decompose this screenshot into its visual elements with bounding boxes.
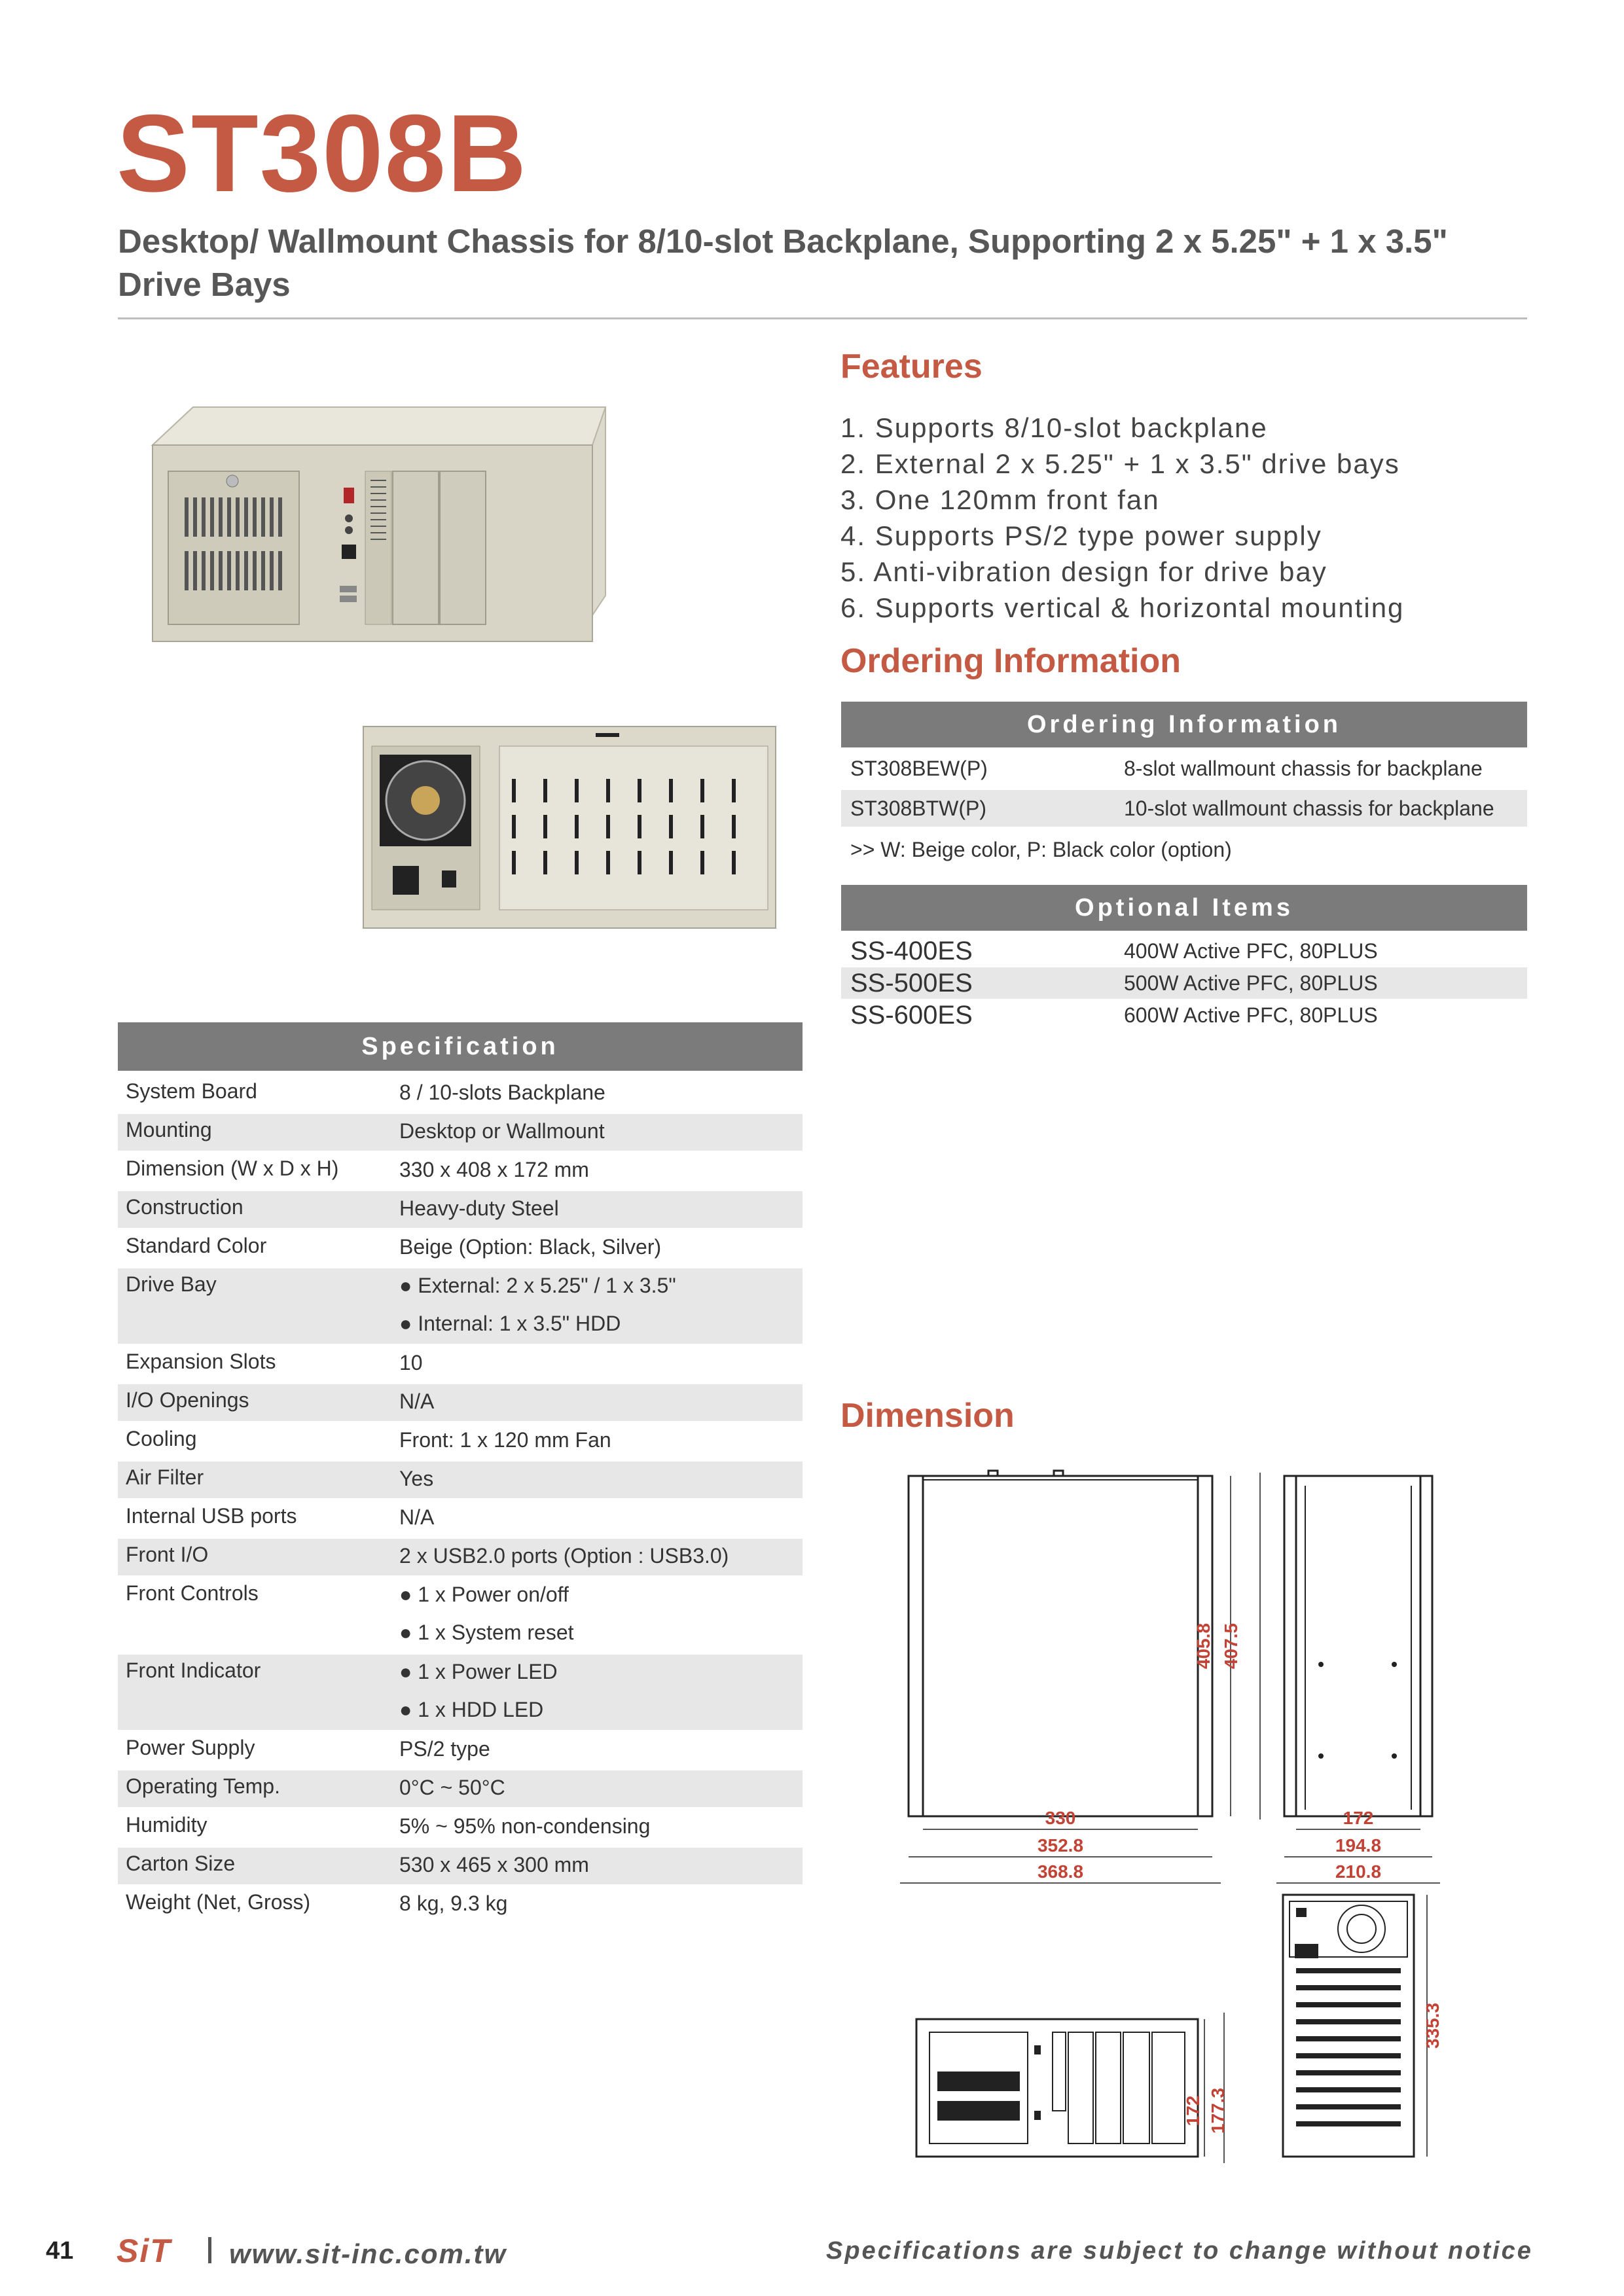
optional-model: SS-400ES [850, 936, 973, 965]
spec-value: ● External: 2 x 5.25" / 1 x 3.5" [399, 1274, 676, 1297]
dim-top-height-inner: 405.8 [1193, 1623, 1214, 1670]
dim-top-width-3: 368.8 [1037, 1861, 1084, 1882]
spec-row [118, 1462, 803, 1498]
feature-item: 2. External 2 x 5.25" + 1 x 3.5" drive bays [840, 448, 1400, 479]
spec-label: System Board [126, 1079, 257, 1103]
spec-row [118, 1848, 803, 1884]
spec-value: Heavy-duty Steel [399, 1196, 559, 1220]
dim-front-height-1: 172 [1183, 2095, 1203, 2126]
spec-row [118, 1886, 803, 1923]
spec-row [118, 1075, 803, 1112]
spec-value: Yes [399, 1467, 434, 1490]
dim-top-width-1: 330 [1045, 1808, 1076, 1828]
dim-top-width-2: 352.8 [1037, 1835, 1084, 1856]
optional-model: SS-600ES [850, 1000, 973, 1030]
spec-value: 330 x 408 x 172 mm [399, 1158, 589, 1181]
spec-row [118, 1114, 803, 1151]
product-title: ST308B [117, 92, 528, 215]
feature-item: 4. Supports PS/2 type power supply [840, 520, 1322, 551]
optional-desc: 600W Active PFC, 80PLUS [1124, 1003, 1378, 1027]
dimension-heading: Dimension [840, 1397, 1015, 1435]
chassis-front-photo [147, 399, 612, 651]
ordering-desc: 8-slot wallmount chassis for backplane [1124, 756, 1483, 780]
spec-label: Cooling [126, 1427, 197, 1450]
spec-value: N/A [399, 1390, 435, 1413]
ordering-model: ST308BEW(P) [850, 756, 988, 780]
optional-row [841, 967, 1527, 999]
spec-label: Standard Color [126, 1234, 267, 1257]
dim-side-width-2: 194.8 [1335, 1835, 1382, 1856]
spec-value: 0°C ~ 50°C [399, 1776, 505, 1799]
spec-label: Front Indicator [126, 1659, 261, 1682]
ordering-model: ST308BTW(P) [850, 796, 987, 820]
optional-row [841, 999, 1527, 1031]
spec-value: 5% ~ 95% non-condensing [399, 1814, 651, 1838]
footer-separator [208, 2237, 211, 2263]
spec-row [118, 1384, 803, 1421]
spec-label: Construction [126, 1195, 244, 1219]
spec-label: Mounting [126, 1118, 212, 1141]
spec-row [118, 1770, 803, 1807]
dim-side-width-3: 210.8 [1335, 1861, 1382, 1882]
spec-label: Humidity [126, 1813, 208, 1837]
feature-item: 5. Anti-vibration design for drive bay [840, 556, 1327, 587]
spec-value: ● Internal: 1 x 3.5" HDD [399, 1312, 621, 1335]
spec-value: Front: 1 x 120 mm Fan [399, 1428, 611, 1452]
footer-note: Specifications are subject to change without notice [826, 2237, 1533, 2265]
spec-label: Front I/O [126, 1543, 209, 1566]
optional-table-header: Optional Items [841, 885, 1527, 931]
spec-row [118, 1191, 803, 1228]
spec-row [118, 1500, 803, 1537]
footer-url[interactable]: www.sit-inc.com.tw [229, 2238, 507, 2269]
spec-row [118, 1539, 803, 1575]
dim-top-height-outer: 407.5 [1221, 1623, 1241, 1670]
spec-label: Internal USB ports [126, 1504, 297, 1528]
spec-label: Expansion Slots [126, 1350, 276, 1373]
spec-value: 2 x USB2.0 ports (Option : USB3.0) [399, 1544, 729, 1568]
optional-row [841, 935, 1527, 967]
spec-value: N/A [399, 1505, 435, 1529]
spec-label: Front Controls [126, 1581, 259, 1605]
dim-front-height-2: 177.3 [1208, 2087, 1228, 2134]
ordering-heading: Ordering Information [840, 642, 1181, 680]
spec-value: 10 [399, 1351, 423, 1374]
spec-value: ● 1 x System reset [399, 1621, 574, 1644]
spec-row [118, 1268, 803, 1344]
features-heading: Features [840, 348, 983, 386]
chassis-rear-photo [360, 723, 779, 933]
spec-value: ● 1 x HDD LED [399, 1698, 544, 1721]
spec-value: Beige (Option: Black, Silver) [399, 1235, 662, 1259]
spec-label: Weight (Net, Gross) [126, 1890, 311, 1914]
spec-value: Desktop or Wallmount [399, 1119, 605, 1143]
spec-value: 8 kg, 9.3 kg [399, 1892, 508, 1915]
spec-label: Air Filter [126, 1465, 204, 1489]
ordering-note-text: >> W: Beige color, P: Black color (option) [850, 837, 1232, 861]
spec-label: Power Supply [126, 1736, 255, 1759]
spec-value: PS/2 type [399, 1737, 490, 1761]
spec-label: Drive Bay [126, 1272, 217, 1296]
spec-row [118, 1577, 803, 1653]
dimension-drawings [897, 1456, 1535, 2189]
ordering-row [841, 750, 1527, 787]
spec-row [118, 1153, 803, 1189]
specification-header: Specification [118, 1022, 803, 1071]
ordering-note [841, 831, 1527, 868]
spec-label: Carton Size [126, 1852, 236, 1875]
features-list [840, 410, 1404, 626]
optional-desc: 500W Active PFC, 80PLUS [1124, 971, 1378, 995]
dim-side-width-1: 172 [1343, 1808, 1374, 1828]
optional-model: SS-500ES [850, 968, 973, 997]
spec-value: 530 x 465 x 300 mm [399, 1853, 589, 1876]
ordering-desc: 10-slot wallmount chassis for backplane [1124, 796, 1494, 820]
ordering-row [841, 790, 1527, 827]
spec-value: ● 1 x Power LED [399, 1660, 558, 1683]
feature-item: 3. One 120mm front fan [840, 484, 1160, 515]
spec-label: Dimension (W x D x H) [126, 1157, 339, 1180]
spec-row [118, 1346, 803, 1382]
ordering-table-header: Ordering Information [841, 702, 1527, 747]
spec-label: Operating Temp. [126, 1774, 280, 1798]
sit-logo: SiT [117, 2233, 171, 2269]
dim-rear-height: 335.3 [1422, 2002, 1443, 2049]
optional-desc: 400W Active PFC, 80PLUS [1124, 939, 1378, 963]
spec-value: 8 / 10-slots Backplane [399, 1081, 605, 1104]
spec-label: I/O Openings [126, 1388, 249, 1412]
product-subtitle: Desktop/ Wallmount Chassis for 8/10-slot Backplane, Supporting 2 x 5.25" + 1 x 3.5" Drive Bays [118, 223, 1448, 303]
spec-row [118, 1655, 803, 1730]
spec-row [118, 1732, 803, 1768]
page-number: 41 [46, 2237, 74, 2265]
spec-row [118, 1809, 803, 1846]
title-divider [118, 317, 1527, 319]
spec-row [118, 1230, 803, 1266]
feature-item: 1. Supports 8/10-slot backplane [840, 412, 1268, 443]
spec-value: ● 1 x Power on/off [399, 1583, 569, 1606]
feature-item: 6. Supports vertical & horizontal mounting [840, 592, 1405, 623]
spec-row [118, 1423, 803, 1460]
